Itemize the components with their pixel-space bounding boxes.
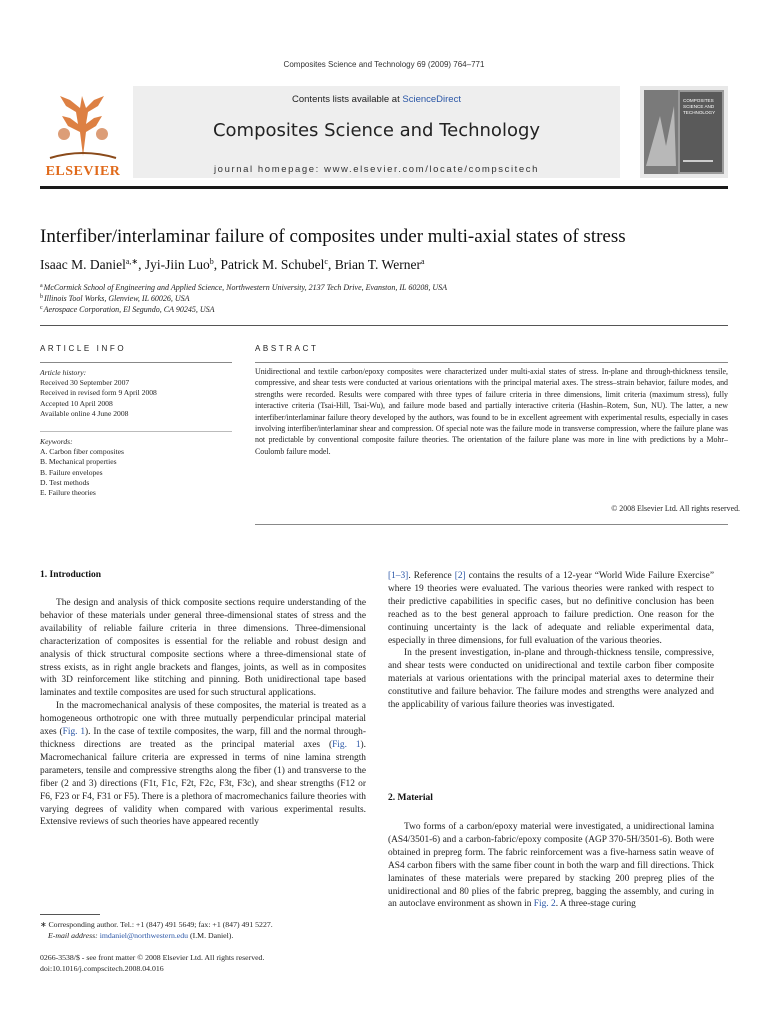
text-run: . A three-stage curing [555, 899, 636, 910]
text-run: Two forms of a carbon/epoxy material were investigated, a unidirectional lamina (AS4/3501-6) and a carbon-fabric/epoxy composite (AGP 370-5H/3501-6). Both were obtained in prepreg form. The fabric reinforcement was a five-harness satin weave of AS4 carbon fibers with the same fiber count in both the warp and fill directions. Thick laminates of these materials were prepared by stacking 200 prepreg plies of the unidirectional and 80 plies of the fabric prepreg, bagging the assembly, and curing in an autoclave environment as shown in [388, 822, 714, 910]
cover-title-line: TECHNOLOGY [683, 110, 716, 115]
text-run: In the macromechanical analysis of these composites, the material is treated as a homogeneous orthotropic one with three mutually perpendicular principal material axes ( [40, 701, 366, 738]
issn-line: 0266-3538/$ - see front matter © 2008 Elsevier Ltd. All rights reserved. [40, 953, 265, 962]
email-label: E-mail address: [48, 931, 100, 940]
paragraph: In the present investigation, in-plane and through-thickness tensile, compressive, and shear tests were conducted on unidirectional and textile carbon fiber composite materials at various orientations with the principal material axes to determine their constitutive and failure behavior. The failure modes and strengths were analyzed and the applicability of various failure theories was investigated. [388, 648, 714, 711]
running-head: Composites Science and Technology 69 (2009) 764–771 [283, 60, 485, 69]
history-entry: Received 30 September 2007 [40, 378, 130, 388]
figure-1-link[interactable]: Fig. 1 [332, 739, 361, 750]
author-name: Patrick M. Schubel [220, 257, 325, 272]
corresponding-author-line: ∗ Corresponding author. Tel.: +1 (847) 491 5649; fax: +1 (847) 491 5227. [40, 920, 273, 929]
journal-name: Composites Science and Technology [212, 120, 541, 141]
paragraph [388, 570, 714, 647]
article-info-divider [40, 431, 232, 432]
section-heading-material: 2. Material [388, 793, 433, 803]
publisher-name: ELSEVIER [45, 164, 121, 179]
article-info-rule [40, 362, 232, 363]
email-suffix: (I.M. Daniel). [188, 931, 234, 940]
abstract-copyright: © 2008 Elsevier Ltd. All rights reserved. [611, 504, 740, 513]
section-heading-introduction: 1. Introduction [40, 570, 102, 580]
introduction-text [40, 597, 366, 829]
article-title: Interfiber/interlaminar failure of composites under multi-axial states of stress [40, 226, 626, 247]
contents-line [133, 94, 620, 105]
affiliation-text: Aerospace Corporation, El Segundo, CA 90245, USA [43, 305, 215, 314]
abstract-text: Unidirectional and textile carbon/epoxy composites were characterized under multi-axial states of stress. In-plane and through-thickness tensile, compressive, and shear tests were conducted at various orientations with the principal material axes. The stress–strain behavior, failure modes, and strengths were recorded. Results were compared with three types of failure criteria in three dimensions, limit criteria (maximum stress), fully interactive criteria (Tsai-Hill, Tsai-Wu), and failure mode based and partially interactive criteria (Hashin–Rotem, Sun, NU). The latter, a new interfiber/interlaminar failure theory developed by the authors, was found to be in excellent agreement with experimental results, especially in cases involving interfiber/interlaminar shear and compression. Of special note was the failure mode in transverse compression, where the failure plane was not predictable by conventional composite failure theories. The orientation of the failure plane was more in line with predictions by a Mohr–Coulomb failure model. [255, 367, 728, 456]
keywords-heading: Keywords: [40, 437, 73, 446]
keyword: B. Failure envelopes [40, 467, 103, 477]
author-name: Isaac M. Daniel [40, 257, 126, 272]
affiliation-text: McCormick School of Engineering and Applied Science, Northwestern University, 2137 Tech Drive, Evanston, IL 60208, USA [43, 283, 448, 292]
author-list [40, 257, 728, 273]
figure-2-link[interactable]: Fig. 2 [533, 899, 556, 910]
history-heading: Article history: [40, 368, 87, 377]
text-run: ). Macromechanical failure criteria are expressed in terms of nine lamina strength parameters, tensile and compressive strengths along the fiber (1) and transverse to the fiber (2 and 3) directions (F1t, F1c, F2t, F2c, F3t, F3c), and shear strengths (F12 or F6, F23 or F4, F31 or F5). There is a plethora of macromechanics failure theories with varying degrees of validity when compared with various experimental results. Extensive reviews of such theories have appeared recently [40, 739, 366, 828]
footnote-rule [40, 914, 100, 915]
affiliation-text: Illinois Tool Works, Glenview, IL 60026, USA [44, 294, 190, 303]
text-run: contains the results of a 12-year “World Wide Failure Exercise” where 19 theories were evaluated. The various theories were ranked with respect to their predictive capabilities in specific cases, but no definitive conclusion has been reached as to the best general approach to failure prediction. One reason for the continuing uncertainty is the lack of adequate and reliable experimental data, especially in three dimensions, for full evaluation of the various theories. [388, 571, 714, 646]
introduction-text-continued [388, 570, 714, 712]
reference-link[interactable]: [2] [454, 571, 466, 581]
cover-title-line: COMPOSITES [683, 98, 714, 103]
paragraph [40, 700, 366, 829]
abstract-bottom-rule [255, 524, 728, 525]
affiliation-mark: b [40, 294, 43, 300]
author-affiliation-mark: c [324, 257, 328, 266]
page-footer [40, 952, 366, 974]
paragraph [388, 821, 714, 911]
affiliation [40, 305, 728, 314]
email-line [40, 930, 366, 941]
figure-1-link[interactable]: Fig. 1 [62, 727, 86, 738]
article-history [40, 368, 232, 419]
corresponding-author-footnote [40, 919, 366, 941]
author-separator: , [213, 257, 221, 272]
keyword: B. Mechanical properties [40, 457, 117, 467]
journal-cover-image [640, 86, 728, 178]
author-affiliation-mark: a [420, 257, 425, 266]
paragraph: The design and analysis of thick composite sections require understanding of the behavior of these materials under general three-dimensional states of stress and the availability of reliable failure criteria in three dimensions. Three-dimensional characterization of composites is essential for the reliable and robust design and analysis of thick structural composite sections where a three-dimensional state of stress exists, as in right angle brackets and flanges, joints, as well as in composites with 3D reinforcement like stitching and pinning. Both unidirectional tape based laminates and textile composites are used for such structural applications. [40, 598, 366, 699]
reference-link[interactable]: [1–3] [388, 571, 409, 581]
abstract-rule [255, 362, 728, 363]
affiliation-mark: a [40, 283, 43, 289]
author-name: Jyi-Jiin Luo [144, 257, 210, 272]
author-name: Brian T. Werner [334, 257, 421, 272]
doi-line: doi:10.1016/j.compscitech.2008.04.016 [40, 964, 164, 973]
material-text [388, 821, 714, 911]
keyword: D. Test methods [40, 477, 90, 487]
affiliation-mark: c [40, 305, 43, 311]
affiliation [40, 283, 728, 292]
cover-title-line: SCIENCE AND [683, 104, 715, 109]
text-run: ). In the case of textile composites, the warp, fill and the normal through-thickness directions are treated as the principal material axes ( [40, 727, 366, 750]
author-affiliation-mark: b [209, 257, 214, 266]
affiliation [40, 294, 728, 303]
contents-prefix: Contents lists available at [292, 94, 403, 105]
author-affiliation-mark: a,∗ [125, 257, 139, 266]
keyword: E. Failure theories [40, 488, 96, 498]
sciencedirect-link[interactable]: ScienceDirect [402, 94, 461, 105]
title-rule [40, 325, 728, 326]
header-rule [40, 186, 728, 189]
history-entry: Accepted 10 April 2008 [40, 398, 113, 408]
text-run: . Reference [408, 571, 455, 581]
history-entry: Available online 4 June 2008 [40, 408, 129, 418]
keyword: A. Carbon fiber composites [40, 447, 124, 457]
history-entry: Received in revised form 9 April 2008 [40, 388, 157, 398]
email-link[interactable]: imdaniel@northwestern.edu [99, 931, 189, 940]
journal-homepage-link[interactable]: journal homepage: www.elsevier.com/locate/compscitech [213, 164, 540, 175]
author-separator: , [138, 257, 145, 272]
keywords [40, 437, 232, 498]
article-info-label: ARTICLE INFO [40, 344, 127, 353]
author-separator: , [327, 257, 335, 272]
abstract-label: ABSTRACT [255, 344, 319, 353]
